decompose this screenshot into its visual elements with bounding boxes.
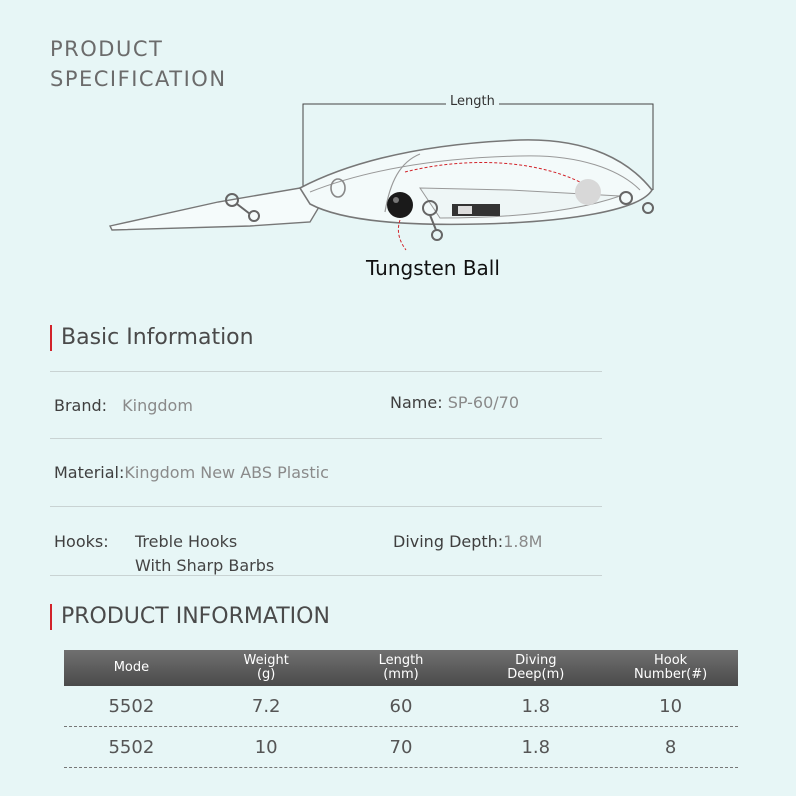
tungsten-ball bbox=[387, 192, 413, 218]
table-cell: 1.8 bbox=[521, 695, 551, 717]
name-label: Name: bbox=[390, 393, 443, 412]
brand-label: Brand: bbox=[54, 396, 108, 415]
belly-split-ring bbox=[432, 230, 442, 240]
divider bbox=[50, 438, 602, 439]
material-field bbox=[54, 463, 329, 482]
weight-block-shine bbox=[458, 206, 472, 214]
table-row bbox=[64, 727, 738, 768]
column-header: Weight (g) bbox=[243, 653, 289, 682]
column-header: Mode bbox=[113, 660, 150, 675]
divider bbox=[50, 506, 602, 507]
name-value: SP-60/70 bbox=[447, 393, 520, 412]
table-cell: 70 bbox=[389, 736, 413, 758]
basic-info-heading: Basic Information bbox=[50, 325, 254, 351]
table-cell: 1.8 bbox=[521, 736, 551, 758]
material-label: Material: bbox=[54, 463, 125, 482]
hooks-value-line-1: Treble Hooks bbox=[135, 532, 238, 551]
table-cell: 10 bbox=[254, 736, 278, 758]
table-cell: 10 bbox=[659, 695, 683, 717]
lure-illustration bbox=[100, 92, 670, 252]
table-cell: 5502 bbox=[108, 736, 155, 758]
table-row bbox=[64, 686, 738, 727]
diving-depth-label: Diving Depth: bbox=[393, 532, 504, 551]
diving-depth-field bbox=[393, 532, 542, 551]
table-cell: 5502 bbox=[108, 695, 155, 717]
hooks-field bbox=[54, 532, 109, 551]
table-cell: 8 bbox=[664, 736, 677, 758]
diving-depth-value: 1.8M bbox=[503, 532, 543, 551]
table-header bbox=[64, 650, 738, 686]
brand-value: Kingdom bbox=[122, 396, 193, 415]
material-value: Kingdom New ABS Plastic bbox=[124, 463, 329, 482]
product-info-heading: PRODUCT INFORMATION bbox=[50, 604, 330, 630]
brand-field bbox=[54, 396, 193, 415]
ball-pointer bbox=[398, 220, 406, 250]
length-label: Length bbox=[446, 94, 499, 109]
divider bbox=[50, 371, 602, 372]
name-field bbox=[390, 393, 519, 412]
lure-lip bbox=[110, 188, 322, 230]
divider bbox=[50, 575, 602, 576]
product-table bbox=[64, 650, 738, 768]
hooks-label: Hooks: bbox=[54, 532, 109, 551]
table-cell: 60 bbox=[389, 695, 413, 717]
column-header: Hook Number(#) bbox=[633, 653, 708, 682]
tail-split-ring bbox=[643, 203, 653, 213]
table-cell: 7.2 bbox=[251, 695, 281, 717]
tungsten-ball-label: Tungsten Ball bbox=[366, 256, 500, 280]
title-line-1: PRODUCT bbox=[50, 37, 164, 61]
rattle-ball bbox=[575, 179, 601, 205]
ball-highlight bbox=[393, 197, 399, 203]
hooks-value bbox=[135, 530, 274, 578]
title-line-2: SPECIFICATION bbox=[50, 67, 227, 91]
page-title bbox=[50, 34, 227, 94]
column-header: Diving Deep(m) bbox=[507, 653, 565, 682]
lure-diagram bbox=[100, 92, 670, 292]
hooks-value-line-2: With Sharp Barbs bbox=[135, 556, 275, 575]
column-header: Length (mm) bbox=[378, 653, 424, 682]
